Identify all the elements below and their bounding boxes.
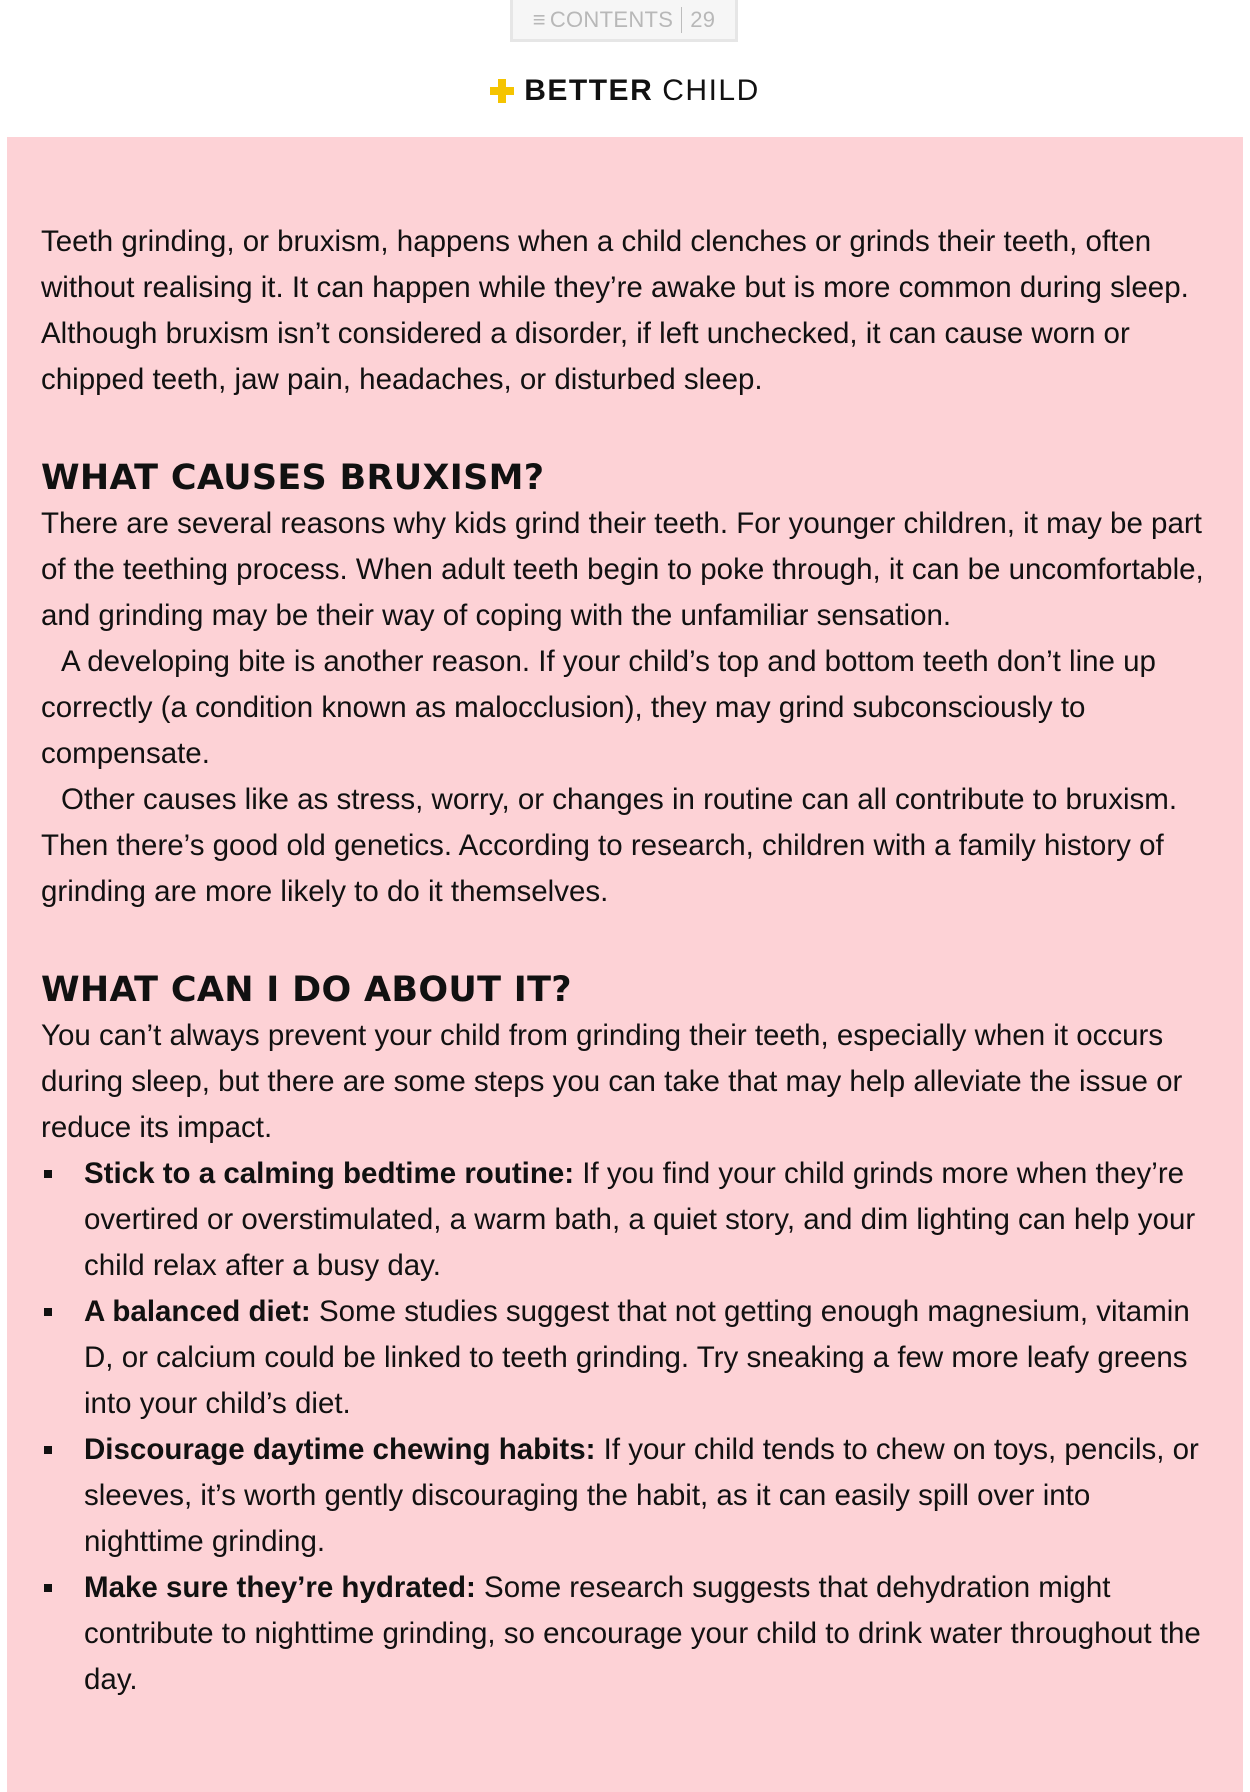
menu-icon: ≡ xyxy=(532,6,546,32)
paragraph: You can’t always prevent your child from grinding their teeth, especially when it occurs during sleep, but there are some steps you can take that may help alleviate the issue or reduce its impact. xyxy=(41,1019,1183,1144)
tip-text: Some studies suggest that not getting enough magnesium, vitamin D, or calcium could be linked to teeth grinding. Try sneaking a few more leafy greens into your child’s diet. xyxy=(84,1295,1190,1420)
article-panel xyxy=(7,137,1243,1792)
tip-title: Stick to a calming bedtime routine: xyxy=(84,1157,575,1190)
list-item xyxy=(41,1565,1231,1703)
paragraph: Other causes like as stress, worry, or changes in routine can all contribute to bruxism. Then there’s good old genetics. According to research, children with a family history of grinding are more likely to do it themselves. xyxy=(41,783,1178,908)
bullet-icon xyxy=(44,1584,52,1592)
section-heading-causes: WHAT CAUSES BRUXISM? xyxy=(41,458,545,498)
brand-name-regular: CHILD xyxy=(662,74,760,107)
article-body xyxy=(41,219,1231,1703)
tip-title: Make sure they’re hydrated: xyxy=(84,1571,476,1604)
plus-icon xyxy=(490,79,514,103)
paragraph: A developing bite is another reason. If your child’s top and bottom teeth don’t line up correctly (a condition known as malocclusion), they may grind subconsciously to compensate. xyxy=(41,645,1156,770)
brand-logo xyxy=(0,74,1250,108)
contents-label: CONTENTS xyxy=(549,6,674,32)
contents-button[interactable] xyxy=(510,0,738,42)
intro-paragraph: Teeth grinding, or bruxism, happens when a child clenches or grinds their teeth, often without realising it. It can happen while they’re awake but is more common during sleep. Although bruxism isn’t considered a disorder, if left unchecked, it can cause worn or chipped teeth, jaw pain, headaches, or disturbed sleep. xyxy=(41,225,1189,396)
divider xyxy=(681,7,682,33)
section-heading-remedies: WHAT CAN I DO ABOUT IT? xyxy=(41,970,572,1010)
tip-title: A balanced diet: xyxy=(84,1295,311,1328)
tips-list xyxy=(41,1151,1231,1703)
tip-text: Some research suggests that dehydration might contribute to nighttime grinding, so encourage your child to drink water throughout the day. xyxy=(84,1571,1201,1696)
bullet-icon xyxy=(44,1446,52,1454)
paragraph: There are several reasons why kids grind their teeth. For younger children, it may be part of the teething process. When adult teeth begin to poke through, it can be uncomfortable, and grinding may be their way of coping with the unfamiliar sensation. xyxy=(41,507,1204,632)
bullet-icon xyxy=(44,1170,52,1178)
list-item xyxy=(41,1289,1231,1427)
tip-text: If you find your child grinds more when they’re overtired or overstimulated, a warm bath, a quiet story, and dim lighting can help your child relax after a busy day. xyxy=(84,1157,1196,1282)
page-number: 29 xyxy=(690,6,716,32)
tip-text: If your child tends to chew on toys, pencils, or sleeves, it’s worth gently discouraging the habit, as it can easily spill over into nighttime grinding. xyxy=(84,1433,1199,1558)
tip-title: Discourage daytime chewing habits: xyxy=(84,1433,596,1466)
list-item xyxy=(41,1151,1231,1289)
bullet-icon xyxy=(44,1308,52,1316)
brand-name-bold: BETTER xyxy=(524,74,654,107)
list-item xyxy=(41,1427,1231,1565)
